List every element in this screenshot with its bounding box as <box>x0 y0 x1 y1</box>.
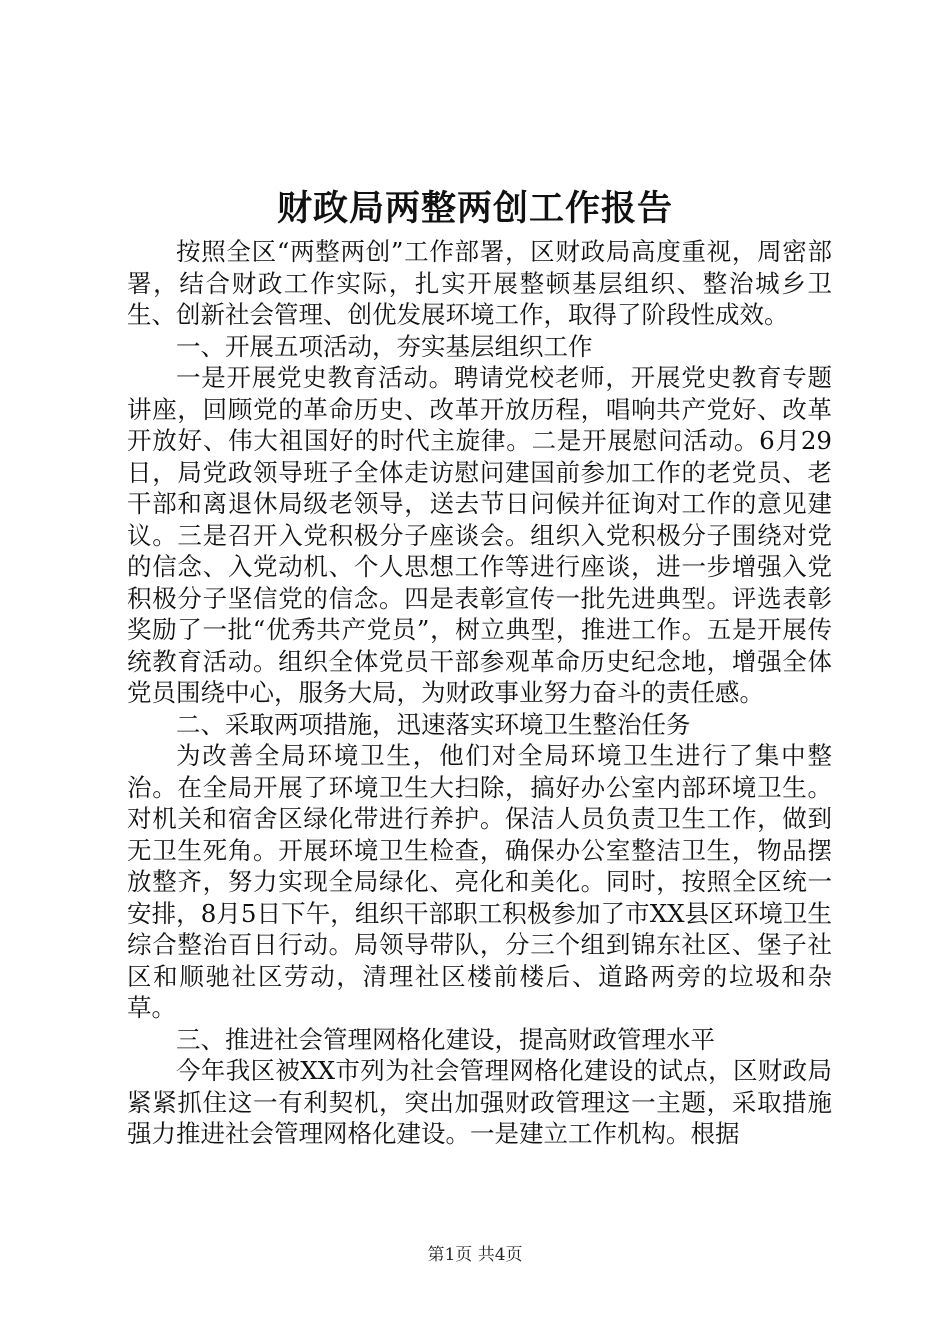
paragraph-section-1: 一是开展党史教育活动。聘请党校老师，开展党史教育专题讲座，回顾党的革命历史、改革开放历程，唱响共产党好、改革开放好、伟大祖国好的时代主旋律。二是开展慰问活动。6月29日，局党政领导班子全体走访慰问建国前参加工作的老党员、老干部和离退休局级老领导，送去节日问候并征询对工作的意见建议。三是召开入党积极分子座谈会。组织入党积极分子围绕对党的信念、入党动机、个人思想工作等进行座谈，进一步增强入党积极分子坚信党的信念。四是表彰宣传一批先进典型。评选表彰奖励了一批“优秀共产党员”，树立典型，推进工作。五是开展传统教育活动。组织全体党员干部参观革命历史纪念地，增强全体党员围绕中心，服务大局，为财政事业努力奋斗的责任感。 <box>127 363 832 707</box>
paragraph-intro: 按照全区“两整两创”工作部署，区财政局高度重视，周密部署，结合财政工作实际，扎实开展整顿基层组织、整治城乡卫生、创新社会管理、创优发展环境工作，取得了阶段性成效。 <box>127 237 832 329</box>
paragraph-section-3: 今年我区被XX市列为社会管理网格化建设的试点，区财政局紧紧抓住这一有利契机，突出加强财政管理这一主题，采取措施强力推进社会管理网格化建设。一是建立工作机构。根据 <box>127 1056 832 1148</box>
document-title: 财政局两整两创工作报告 <box>276 188 673 229</box>
paragraph-section-2: 为改善全局环境卫生，他们对全局环境卫生进行了集中整治。在全局开展了环境卫生大扫除，搞好办公室内部环境卫生。对机关和宿舍区绿化带进行养护。保洁人员负责卫生工作，做到无卫生死角。开展环境卫生检查，确保办公室整洁卫生，物品摆放整齐，努力实现全局绿化、亮化和美化。同时，按照全区统一安排，8月5日下午，组织干部职工积极参加了市XX县区环境卫生综合整治百日行动。局领导带队，分三个组到锦东社区、堡子社区和顺驰社区劳动，清理社区楼前楼后、道路两旁的垃圾和杂草。 <box>127 741 832 1022</box>
section-heading-3: 三、推进社会管理网格化建设，提高财政管理水平 <box>176 1024 715 1054</box>
page-number-footer: 第1页 共4页 <box>427 1245 523 1265</box>
document-body <box>127 236 832 1150</box>
section-heading-1: 一、开展五项活动，夯实基层组织工作 <box>176 331 593 361</box>
section-heading-2: 二、采取两项措施，迅速落实环境卫生整治任务 <box>176 709 691 739</box>
